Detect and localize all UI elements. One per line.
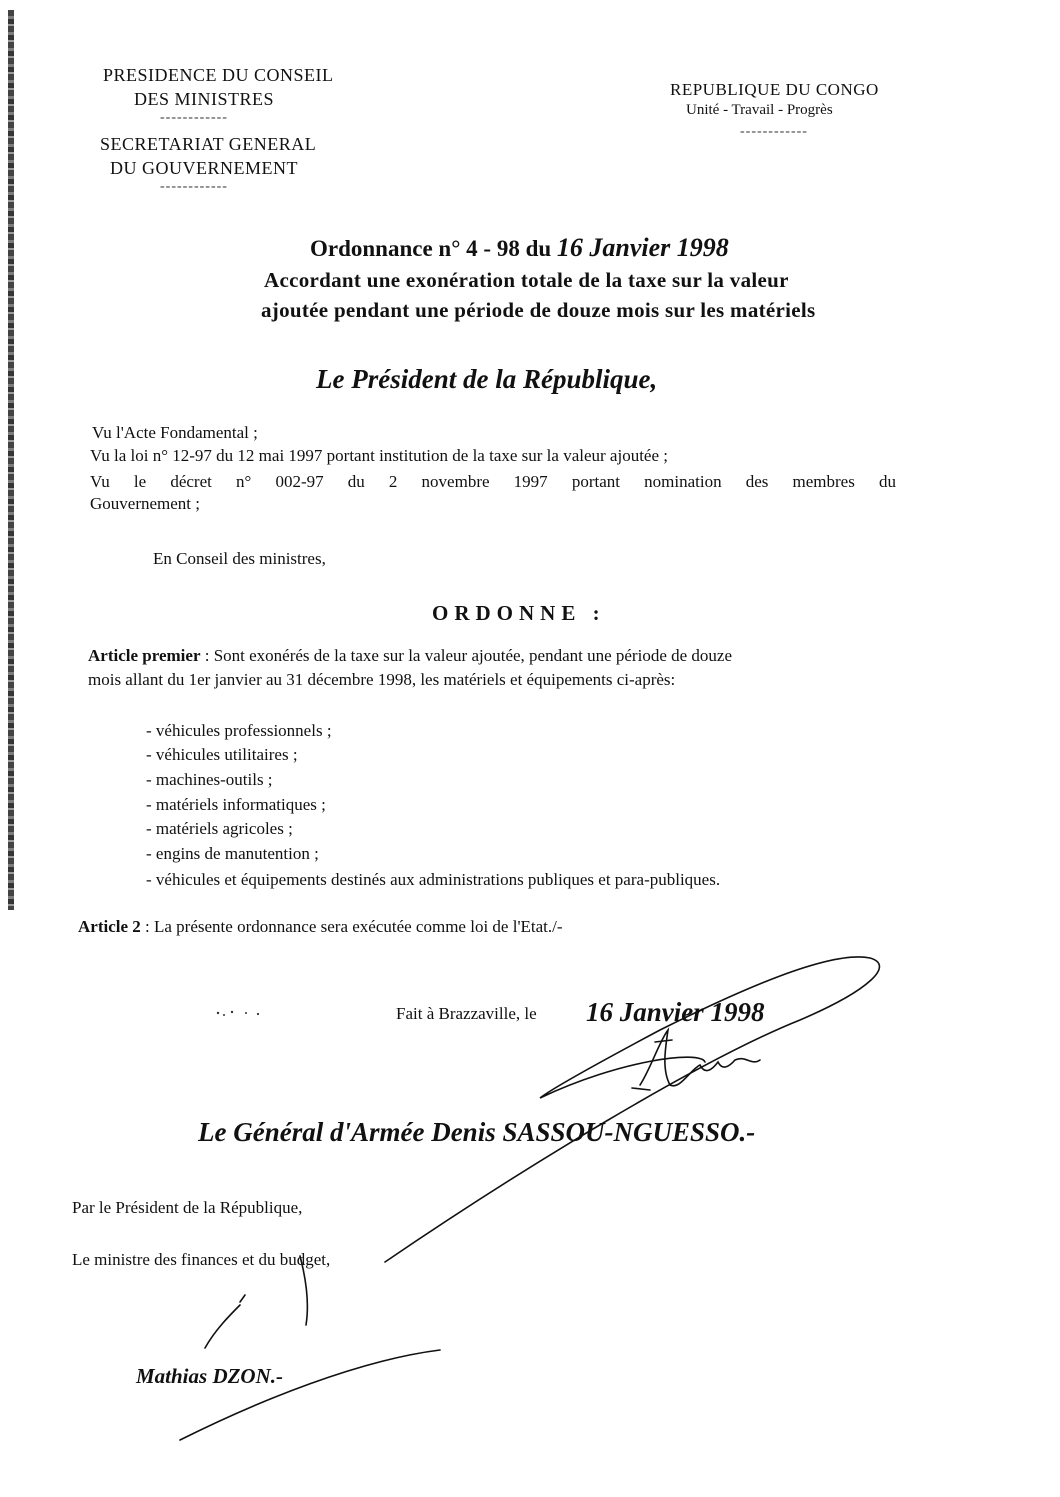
visa-item: Vu l'Acte Fondamental ; bbox=[92, 423, 258, 442]
signing-place: Fait à Brazzaville, le bbox=[396, 1004, 537, 1023]
list-item: - véhicules professionnels ; bbox=[146, 721, 332, 740]
header-right-motto: Unité - Travail - Progrès bbox=[686, 102, 833, 118]
ordinance-date: 16 Janvier 1998 bbox=[556, 233, 729, 262]
header-left-line1: PRESIDENCE DU CONSEIL bbox=[103, 65, 334, 85]
article-premier-text-1: : Sont exonérés de la taxe sur la valeur ajoutée, pendant une période de douze bbox=[204, 646, 732, 665]
minister-title: Le ministre des finances et du budget, bbox=[72, 1250, 331, 1269]
ordinance-subtitle-line1: Accordant une exonération totale de la taxe sur la valeur bbox=[264, 268, 789, 292]
list-item: - matériels agricoles ; bbox=[146, 819, 293, 838]
list-item: - matériels informatiques ; bbox=[146, 795, 326, 814]
article-2-label: Article 2 bbox=[78, 917, 141, 936]
header-right-separator: ------------ bbox=[740, 124, 808, 139]
article-premier-line2: mois allant du 1er janvier au 31 décembre 1998, les matériels et équipements ci-après: bbox=[88, 670, 676, 689]
ordinance-title bbox=[310, 233, 729, 263]
visa-item: Gouvernement ; bbox=[90, 494, 200, 513]
visa-item: Vu la loi n° 12-97 du 12 mai 1997 portant institution de la taxe sur la valeur ajoutée ; bbox=[90, 446, 668, 465]
minister-name: Mathias DZON.- bbox=[136, 1364, 284, 1388]
list-item: - véhicules utilitaires ; bbox=[146, 745, 298, 764]
article-premier-line1 bbox=[88, 645, 896, 667]
signatory-name: Le Général d'Armée Denis SASSOU-NGUESSO.- bbox=[198, 1117, 756, 1147]
scan-edge-artifact bbox=[8, 10, 14, 910]
president-signature-initials bbox=[640, 1030, 760, 1086]
article-premier-label: Article premier bbox=[88, 646, 201, 665]
header-left-separator-2: ------------ bbox=[160, 179, 228, 194]
list-item: - engins de manutention ; bbox=[146, 844, 319, 863]
header-left-separator-1: ------------ bbox=[160, 110, 228, 125]
ordinance-subtitle-line2: ajoutée pendant une période de douze mois sur les matériels bbox=[261, 298, 816, 322]
article-2-text: : La présente ordonnance sera exécutée comme loi de l'Etat./- bbox=[145, 917, 563, 936]
header-left-line3: SECRETARIAT GENERAL bbox=[100, 134, 317, 154]
header-left-line2: DES MINISTRES bbox=[134, 89, 275, 109]
list-item: - véhicules et équipements destinés aux administrations publiques et para-publiques. bbox=[146, 870, 721, 889]
visa-item: Vu le décret n° 002-97 du 2 novembre 1997 portant nomination des membres du bbox=[90, 472, 896, 491]
ordinance-number: Ordonnance n° 4 - 98 du bbox=[310, 236, 552, 261]
article-2 bbox=[78, 916, 563, 938]
list-item: - machines-outils ; bbox=[146, 770, 273, 789]
signing-date: 16 Janvier 1998 bbox=[586, 997, 765, 1027]
ordonne-heading: ORDONNE : bbox=[432, 601, 606, 625]
header-left-line4: DU GOUVERNEMENT bbox=[110, 158, 298, 178]
countersign-by: Par le Président de la République, bbox=[72, 1198, 303, 1217]
header-right-country: REPUBLIQUE DU CONGO bbox=[670, 80, 879, 99]
president-heading: Le Président de la République, bbox=[316, 364, 658, 394]
council-line: En Conseil des ministres, bbox=[153, 549, 326, 568]
